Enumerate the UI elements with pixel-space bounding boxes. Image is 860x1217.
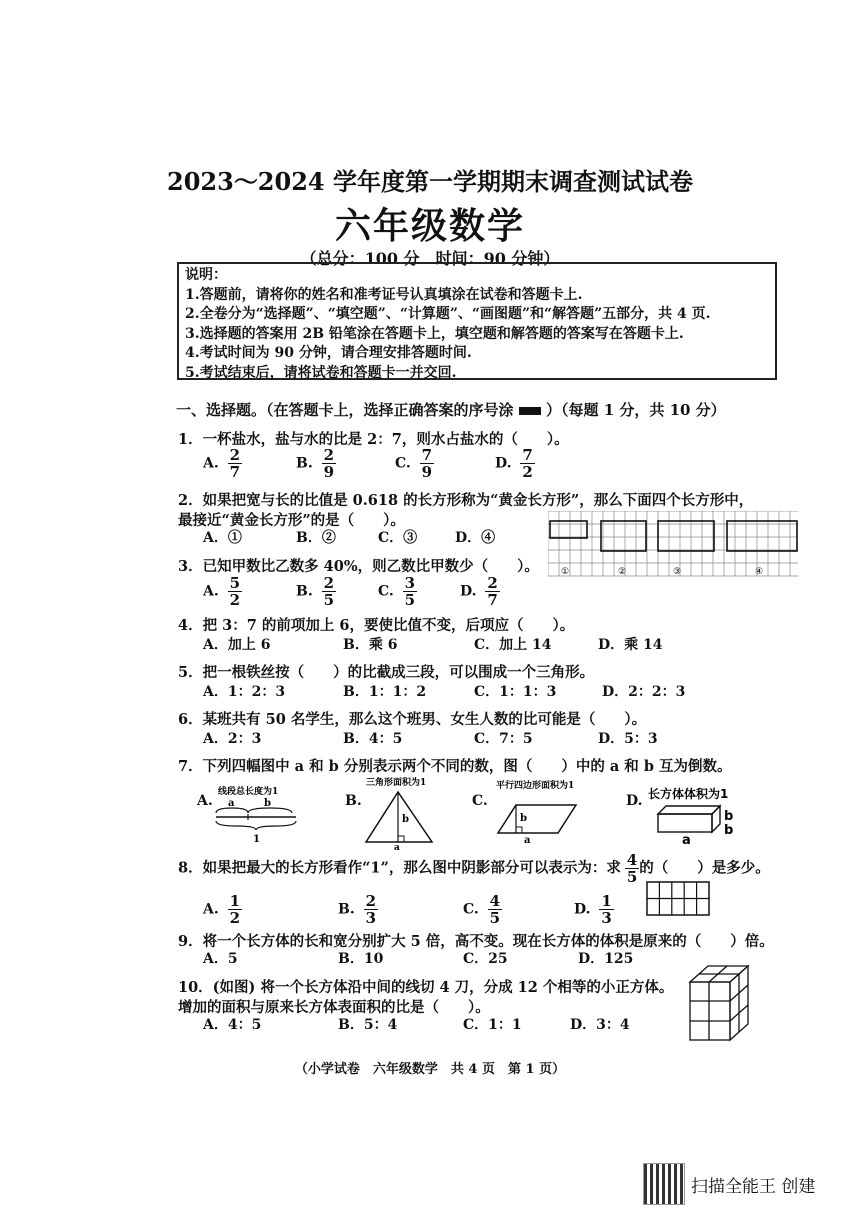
q5-option-d: D．2：2：3 [602,684,686,700]
numerator: 3 [404,574,416,592]
label-b: b [402,814,409,825]
fraction [625,852,639,885]
label-b: b [724,809,734,824]
label-a: a [524,835,531,845]
q3-option-a [203,575,242,608]
q1-option-b [296,447,336,480]
question-text: 8．如果把最大的长方形看作“1”，那么图中阴影部分可以表示为：求 [178,859,621,877]
question-5: 5．把一根铁丝按（ ）的比截成三段，可以围成一个三角形。 [178,664,595,681]
figure-caption: 线段总长度为1 [218,787,279,797]
option-letter: D. [495,455,512,472]
question-9: 9．将一个长方体的长和宽分别扩大 5 倍，高不变。现在长方体的体积是原来的（ ）倍。 [178,933,774,950]
q9-option-c: C．25 [463,951,508,967]
label-one: 1 [253,834,260,845]
numerator: 1 [601,892,612,910]
q8-option-a [203,893,242,926]
question-7: 7．下列四幅图中 a 和 b 分别表示两个不同的数，图（ ）中的 a 和 b 互为倒数。 [178,758,732,775]
question-10-line1: 10．(如图) 将一个长方体沿中间的线切 4 刀，分成 12 个相等的小正方体。 [178,979,674,996]
question-text: 的（ ）是多少。 [639,859,770,877]
fraction [403,575,417,608]
q8-option-d [574,893,614,926]
q2-option-a: A．① [203,530,242,546]
page-footer: （小学试卷 六年级数学 共 4 页 第 1 页） [294,1062,566,1077]
instruction-item: 2.全卷分为“选择题”、“填空题”、“计算题”、“画图题”和“解答题”五部分，共 4 页. [185,306,711,322]
rectangle-grid-figure [548,511,800,579]
fraction [228,575,242,608]
segment-figure [212,783,302,845]
fraction [599,893,613,926]
q1-option-c [395,447,434,480]
numerator: 5 [229,574,241,592]
figure-label-1: ① [561,567,570,577]
numerator: 2 [365,892,377,910]
figure-label-3: ③ [673,567,682,577]
denominator: 7 [487,591,498,609]
q3-option-d [460,575,500,608]
question-1: 1．一杯盐水，盐与水的比是 2：7，则水占盐水的（ ）。 [178,431,569,448]
numerator: 4 [626,851,638,869]
instruction-item: 4.考试时间为 90 分钟，请合理安排答题时间. [185,345,472,361]
exam-title: 2023～2024 学年度第一学期期末调查测试试卷 [167,167,693,196]
q6-option-a: A．2：3 [203,731,262,747]
option-letter: D. [460,583,477,600]
question-3: 3．已知甲数比乙数多 40%，则乙数比甲数少（ ）。 [178,558,539,575]
q2-option-b: B．② [296,530,336,546]
parallelogram-figure [492,777,604,845]
section-heading-part: ）（每题 1 分，共 10 分） [545,401,726,419]
exam-meta: （总分：100 分 时间：90 分钟） [300,249,560,268]
question-4: 4．把 3：7 的前项加上 6，要使比值不变，后项应（ ）。 [178,617,575,634]
triangle-figure [360,774,450,850]
label-b: b [520,813,527,824]
q8-option-b [338,893,378,926]
denominator: 5 [489,909,501,927]
q5-option-b: B．1：1：2 [343,684,427,700]
fraction [364,893,378,926]
q4-option-b: B．乘 6 [343,637,398,653]
denominator: 5 [404,591,416,609]
numerator: 7 [522,446,533,464]
option-letter: A. [203,901,219,918]
denominator: 3 [601,909,612,927]
q10-option-a: A．4：5 [203,1017,262,1033]
q3-option-b [296,575,336,608]
section-heading-part: 一、选择题。（在答题卡上，选择正确答案的序号涂 [176,401,514,419]
qr-code-icon [643,1163,685,1205]
figure-caption: 长方体体积为1 [648,787,729,801]
q9-option-b: B．10 [338,951,384,967]
fraction [322,447,336,480]
instruction-item: 5.考试结束后，请将试卷和答题卡一并交回. [185,364,457,381]
label-a: a [394,843,400,850]
q7-option-d: D. [626,793,643,809]
figure-caption: 平行四边形面积为1 [496,781,575,791]
instruction-item: 3.选择题的答案用 2B 铅笔涂在答题卡上，填空题和解答题的答案写在答题卡上. [185,325,684,342]
denominator: 2 [229,591,241,609]
label-a: a [228,798,235,809]
q6-option-c: C．7：5 [474,731,533,747]
q2-option-c: C．③ [378,530,418,546]
option-letter: D. [574,901,591,918]
figure-label-2: ② [618,567,627,577]
numerator: 2 [323,574,335,592]
q7-option-a: A. [197,793,213,809]
option-letter: C. [378,583,394,600]
option-letter: B. [296,583,313,600]
q10-option-c: C．1：1 [463,1017,522,1033]
fraction [420,447,434,480]
instructions-heading: 说明： [185,267,227,283]
numerator: 1 [229,892,241,910]
filled-mark-icon [519,407,541,415]
question-2-line1: 2．如果把宽与长的比值是 0.618 的长方形称为“黄金长方形”，那么下面四个长方形中， [178,492,754,509]
fraction [485,575,499,608]
q7-option-b: B. [345,793,362,809]
numerator: 7 [421,446,433,464]
q6-option-d: D．5：3 [598,731,658,747]
q7-option-c: C. [472,793,488,809]
label-b: b [724,823,734,838]
denominator: 7 [229,463,241,481]
option-letter: C. [463,901,479,918]
q10-option-d: D．3：4 [570,1017,630,1033]
cube-stack-figure [688,964,752,1044]
option-letter: B. [296,455,313,472]
q1-option-d [495,447,535,480]
denominator: 9 [421,463,433,481]
q3-option-c [378,575,417,608]
fraction [322,575,336,608]
scanner-watermark [643,1163,853,1205]
q9-option-a: A．5 [203,951,238,967]
q1-option-a [203,447,242,480]
q4-option-d: D．乘 14 [598,637,663,653]
q5-option-a: A．1：2：3 [203,684,286,700]
option-letter: B. [338,901,355,918]
fraction [520,447,534,480]
question-6: 6．某班共有 50 名学生，那么这个班男、女生人数的比可能是（ ）。 [178,711,647,728]
shaded-rectangle-figure [646,881,712,917]
q10-option-b: B．5：4 [338,1017,398,1033]
fraction [488,893,502,926]
option-letter: A. [203,583,219,600]
cuboid-figure [644,784,764,846]
denominator: 5 [323,591,335,609]
numerator: 2 [323,446,335,464]
label-a: a [682,833,691,846]
q4-option-c: C．加上 14 [474,637,552,653]
q2-option-d: D．④ [455,530,496,546]
q9-option-d: D．125 [578,951,634,967]
q6-option-b: B．4：5 [343,731,403,747]
denominator: 2 [522,463,533,481]
subject-title: 六年级数学 [334,205,525,247]
numerator: 4 [489,892,501,910]
q4-option-a: A．加上 6 [203,637,271,653]
numerator: 2 [487,574,498,592]
figure-caption: 三角形面积为1 [366,778,427,788]
numerator: 2 [229,446,241,464]
denominator: 3 [365,909,377,927]
option-letter: C. [395,455,411,472]
q8-option-c [463,893,502,926]
denominator: 5 [626,868,638,886]
q5-option-c: C．1：1：3 [474,684,557,700]
question-2-line2: 最接近“黄金长方形”的是（ ）。 [178,512,405,529]
section-heading [176,399,726,420]
denominator: 9 [323,463,335,481]
denominator: 2 [229,909,241,927]
fraction [228,893,242,926]
question-10-line2: 增加的面积与原来长方体表面积的比是（ ）。 [178,999,490,1016]
option-letter: A. [203,455,219,472]
label-b: b [264,798,271,809]
fraction [228,447,242,480]
instructions-box [177,262,777,380]
figure-label-4: ④ [755,567,764,577]
instruction-item: 1.答题前，请将你的姓名和准考证号认真填涂在试卷和答题卡上. [185,286,583,303]
watermark-text: 扫描全能王 创建 [691,1177,816,1197]
